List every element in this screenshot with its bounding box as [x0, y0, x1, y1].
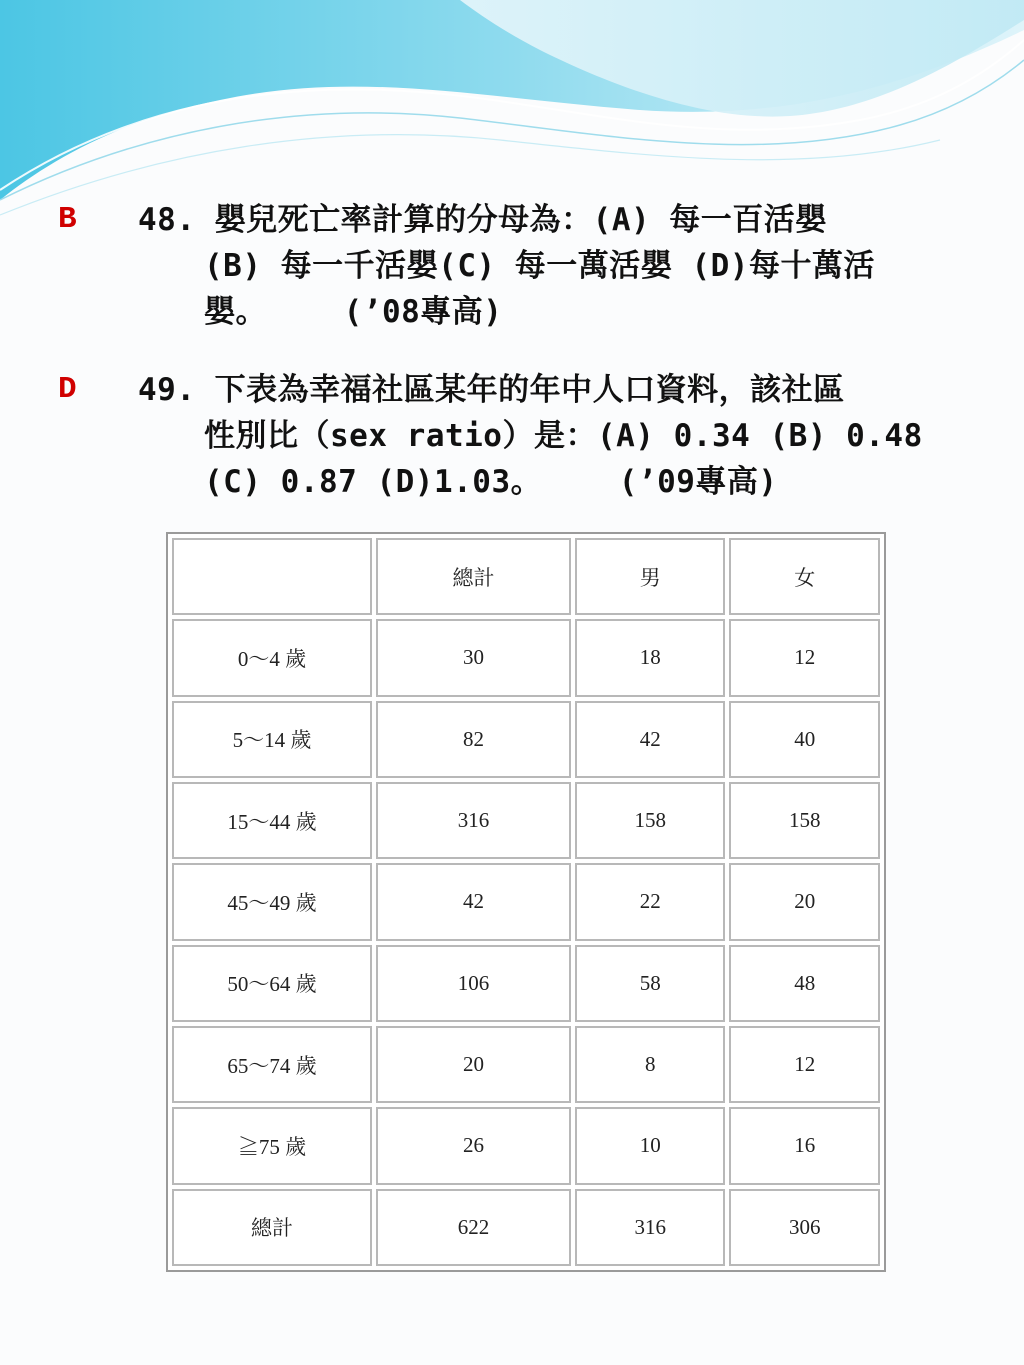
female-cell: 48 [729, 945, 880, 1022]
answer-key: B [58, 202, 77, 237]
header-cell: 總計 [376, 538, 571, 615]
total-cell: 26 [376, 1107, 571, 1184]
table-row [172, 619, 880, 696]
header-cell [172, 538, 372, 615]
header-cell: 女 [729, 538, 880, 615]
male-cell: 158 [575, 782, 725, 859]
table-row [172, 782, 880, 859]
male-cell: 316 [575, 1189, 725, 1266]
table-row [172, 945, 880, 1022]
total-cell: 316 [376, 782, 571, 859]
male-cell: 42 [575, 701, 725, 778]
female-cell: 40 [729, 701, 880, 778]
age-group-cell: 45～49 歲 [172, 863, 372, 940]
female-cell: 12 [729, 1026, 880, 1103]
female-cell: 16 [729, 1107, 880, 1184]
total-cell: 30 [376, 619, 571, 696]
age-group-cell: 65～74 歲 [172, 1026, 372, 1103]
age-group-cell: 5～14 歲 [172, 701, 372, 778]
total-cell: 622 [376, 1189, 571, 1266]
age-group-cell: ≧75 歲 [172, 1107, 372, 1184]
table-row [172, 863, 880, 940]
table-row [172, 701, 880, 778]
population-table [166, 532, 886, 1272]
header-wave-decoration [0, 0, 1024, 230]
table-row [172, 1107, 880, 1184]
male-cell: 8 [575, 1026, 725, 1103]
female-cell: 20 [729, 863, 880, 940]
question-text-line: 49. 下表為幸福社區某年的年中人口資料，該社區 [138, 372, 845, 408]
total-cell: 82 [376, 701, 571, 778]
male-cell: 10 [575, 1107, 725, 1184]
answer-key: D [58, 372, 77, 407]
total-cell: 106 [376, 945, 571, 1022]
age-group-cell: 50～64 歲 [172, 945, 372, 1022]
female-cell: 12 [729, 619, 880, 696]
question-text-line: 48. 嬰兒死亡率計算的分母為：(A) 每一百活嬰 [138, 202, 827, 238]
male-cell: 18 [575, 619, 725, 696]
table-header-row [172, 538, 880, 615]
age-group-cell: 15～44 歲 [172, 782, 372, 859]
question-text-line: 嬰。 (’08專高) [204, 294, 503, 330]
question-text-line: (B) 每一千活嬰(C) 每一萬活嬰 (D)每十萬活 [204, 248, 875, 284]
female-cell: 158 [729, 782, 880, 859]
question-text-line: (C) 0.87 (D)1.03。 (’09專高) [204, 464, 778, 500]
male-cell: 22 [575, 863, 725, 940]
age-group-cell: 0～4 歲 [172, 619, 372, 696]
male-cell: 58 [575, 945, 725, 1022]
header-cell: 男 [575, 538, 725, 615]
total-cell: 20 [376, 1026, 571, 1103]
table-total-row [172, 1189, 880, 1266]
question-text-line: 性別比（sex ratio）是：(A) 0.34 (B) 0.48 [204, 418, 923, 454]
total-cell: 42 [376, 863, 571, 940]
age-group-cell: 總計 [172, 1189, 372, 1266]
table-row [172, 1026, 880, 1103]
female-cell: 306 [729, 1189, 880, 1266]
